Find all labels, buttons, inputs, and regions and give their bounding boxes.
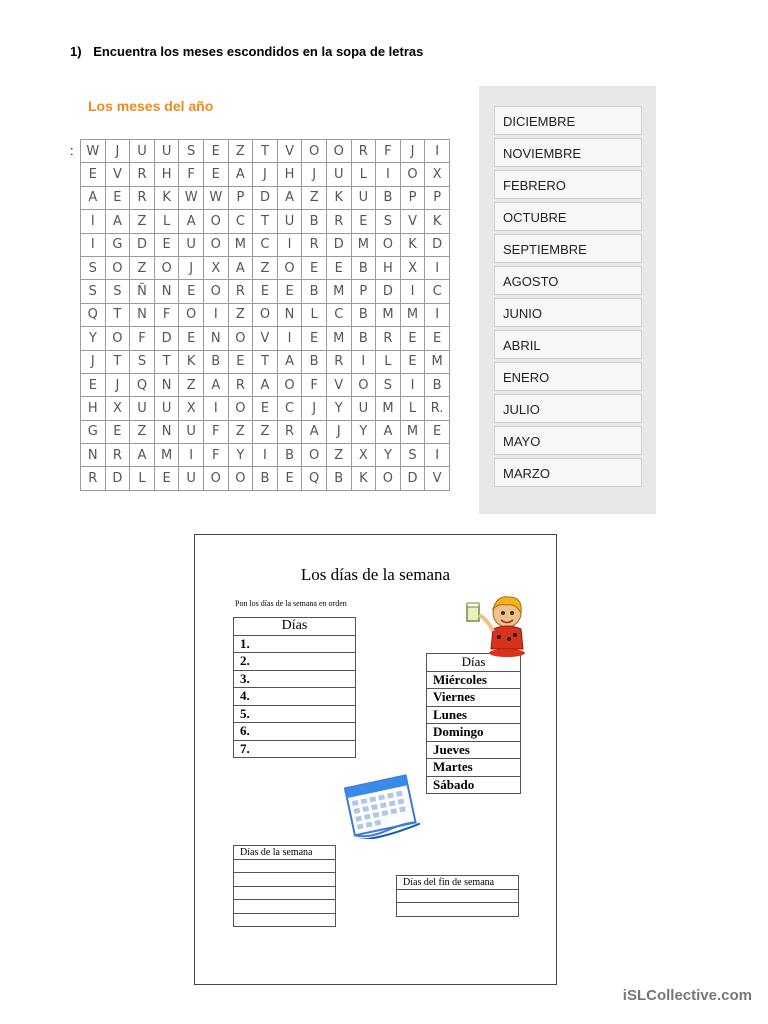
grid-letter: O: [228, 397, 253, 420]
order-row: 5.: [234, 705, 356, 723]
grid-letter: J: [400, 140, 425, 163]
word-item: MAYO: [494, 426, 642, 455]
grid-letter: D: [425, 233, 450, 256]
word-item: JUNIO: [494, 298, 642, 327]
days-sheet-instruction: Pon los días de la semana en orden: [235, 599, 347, 608]
grid-letter: Z: [130, 210, 155, 233]
grid-letter: E: [228, 350, 253, 373]
grid-letter: Q: [81, 303, 106, 326]
grid-letter: X: [203, 256, 228, 279]
grid-row: [81, 350, 450, 373]
grid-letter: R: [376, 327, 401, 350]
grid-letter: Z: [326, 444, 351, 467]
grid-letter: E: [351, 210, 376, 233]
instruction: [70, 44, 423, 59]
grid-letter: I: [277, 233, 302, 256]
grid-letter: Z: [228, 303, 253, 326]
grid-letter: O: [228, 327, 253, 350]
grid-letter: I: [203, 397, 228, 420]
grid-letter: F: [130, 327, 155, 350]
grid-letter: P: [228, 186, 253, 209]
grid-letter: E: [425, 327, 450, 350]
grid-letter: M: [425, 350, 450, 373]
grid-row: [81, 233, 450, 256]
grid-letter: K: [154, 186, 179, 209]
grid-letter: S: [376, 210, 401, 233]
grid-letter: O: [253, 303, 278, 326]
grid-letter: J: [105, 140, 130, 163]
grid-row: [81, 373, 450, 396]
grid-letter: F: [203, 420, 228, 443]
grid-letter: I: [425, 303, 450, 326]
grid-letter: N: [130, 303, 155, 326]
word-item: ENERO: [494, 362, 642, 391]
grid-letter: B: [376, 186, 401, 209]
grid-letter: X: [425, 163, 450, 186]
grid-letter: W: [81, 140, 106, 163]
grid-letter: R.: [425, 397, 450, 420]
grid-letter: T: [253, 140, 278, 163]
grid-letter: N: [154, 420, 179, 443]
grid-letter: E: [203, 140, 228, 163]
grid-letter: J: [326, 420, 351, 443]
grid-row: [81, 280, 450, 303]
grid-letter: R: [302, 233, 327, 256]
table-header: Días del fin de semana: [397, 876, 519, 890]
grid-letter: H: [81, 397, 106, 420]
wordsearch-colon: :: [70, 143, 74, 158]
grid-letter: K: [425, 210, 450, 233]
grid-letter: E: [154, 233, 179, 256]
grid-letter: Y: [376, 444, 401, 467]
grid-letter: L: [351, 163, 376, 186]
grid-letter: G: [105, 233, 130, 256]
grid-letter: D: [130, 233, 155, 256]
grid-letter: Ñ: [130, 280, 155, 303]
grid-letter: D: [376, 280, 401, 303]
grid-letter: N: [277, 303, 302, 326]
grid-letter: E: [302, 256, 327, 279]
grid-letter: M: [400, 303, 425, 326]
grid-letter: U: [351, 397, 376, 420]
grid-letter: E: [81, 163, 106, 186]
grid-letter: C: [253, 233, 278, 256]
grid-letter: O: [302, 444, 327, 467]
blank-row[interactable]: [234, 900, 336, 914]
word-item: NOVIEMBRE: [494, 138, 642, 167]
order-row: 1.: [234, 635, 356, 653]
grid-letter: A: [228, 256, 253, 279]
grid-row: [81, 210, 450, 233]
grid-letter: R: [105, 444, 130, 467]
grid-letter: W: [179, 186, 204, 209]
table-header: Días de la semana: [234, 846, 336, 860]
grid-letter: T: [154, 350, 179, 373]
grid-letter: Z: [302, 186, 327, 209]
grid-letter: M: [326, 327, 351, 350]
grid-letter: Z: [253, 420, 278, 443]
grid-letter: Y: [81, 327, 106, 350]
grid-letter: E: [425, 420, 450, 443]
grid-letter: O: [326, 140, 351, 163]
grid-letter: I: [277, 327, 302, 350]
day-row: Sábado: [427, 776, 521, 794]
grid-letter: D: [253, 186, 278, 209]
grid-letter: Z: [253, 256, 278, 279]
grid-letter: P: [351, 280, 376, 303]
grid-letter: M: [228, 233, 253, 256]
grid-letter: J: [253, 163, 278, 186]
day-row: Jueves: [427, 741, 521, 759]
grid-letter: S: [376, 373, 401, 396]
grid-letter: B: [425, 373, 450, 396]
word-item: OCTUBRE: [494, 202, 642, 231]
day-row: Martes: [427, 759, 521, 777]
grid-letter: O: [203, 467, 228, 490]
grid-row: [81, 163, 450, 186]
wordsearch-title: Los meses del año: [88, 98, 214, 114]
order-row: 6.: [234, 723, 356, 741]
grid-letter: A: [277, 186, 302, 209]
grid-letter: O: [228, 467, 253, 490]
grid-letter: O: [105, 256, 130, 279]
grid-letter: O: [302, 140, 327, 163]
grid-letter: A: [228, 163, 253, 186]
instruction-text: Encuentra los meses escondidos en la sopa de letras: [93, 44, 424, 59]
day-row: Miércoles: [427, 671, 521, 689]
grid-letter: J: [81, 350, 106, 373]
table-header: Días: [427, 654, 521, 672]
grid-letter: S: [81, 256, 106, 279]
grid-letter: X: [179, 397, 204, 420]
order-row: 7.: [234, 740, 356, 758]
grid-letter: A: [302, 420, 327, 443]
grid-letter: M: [351, 233, 376, 256]
grid-letter: T: [105, 350, 130, 373]
grid-letter: A: [105, 210, 130, 233]
grid-row: [81, 256, 450, 279]
grid-letter: A: [81, 186, 106, 209]
grid-letter: U: [179, 467, 204, 490]
grid-letter: G: [81, 420, 106, 443]
grid-letter: R: [130, 186, 155, 209]
grid-letter: S: [81, 280, 106, 303]
grid-letter: M: [376, 303, 401, 326]
grid-letter: N: [81, 444, 106, 467]
day-row: Lunes: [427, 706, 521, 724]
days-list-table: [426, 653, 521, 794]
grid-letter: D: [400, 467, 425, 490]
grid-letter: O: [154, 256, 179, 279]
grid-letter: O: [203, 233, 228, 256]
weekend-table: [396, 875, 519, 917]
grid-letter: R: [326, 350, 351, 373]
grid-letter: I: [351, 350, 376, 373]
grid-letter: O: [376, 233, 401, 256]
order-row: 4.: [234, 688, 356, 706]
grid-letter: T: [105, 303, 130, 326]
grid-letter: J: [302, 397, 327, 420]
grid-letter: K: [179, 350, 204, 373]
grid-letter: B: [326, 467, 351, 490]
grid-letter: Z: [130, 420, 155, 443]
grid-letter: R: [326, 210, 351, 233]
grid-letter: I: [425, 256, 450, 279]
grid-letter: E: [253, 397, 278, 420]
word-item: SEPTIEMBRE: [494, 234, 642, 263]
grid-letter: R: [228, 373, 253, 396]
grid-letter: A: [179, 210, 204, 233]
grid-letter: B: [302, 280, 327, 303]
boy-illustration: [463, 593, 533, 659]
brand-watermark: iSLCollective.com: [622, 987, 752, 1004]
grid-letter: R: [81, 467, 106, 490]
grid-letter: M: [376, 397, 401, 420]
grid-letter: E: [326, 256, 351, 279]
grid-letter: U: [130, 140, 155, 163]
blank-row[interactable]: [234, 873, 336, 887]
grid-letter: C: [277, 397, 302, 420]
grid-letter: R: [228, 280, 253, 303]
grid-letter: E: [277, 280, 302, 303]
grid-letter: C: [228, 210, 253, 233]
grid-letter: I: [400, 280, 425, 303]
grid-letter: I: [400, 373, 425, 396]
grid-row: [81, 444, 450, 467]
grid-letter: M: [326, 280, 351, 303]
word-item: JULIO: [494, 394, 642, 423]
grid-letter: V: [400, 210, 425, 233]
word-item: MARZO: [494, 458, 642, 487]
grid-letter: N: [154, 373, 179, 396]
grid-letter: D: [326, 233, 351, 256]
grid-letter: K: [326, 186, 351, 209]
day-row: Viernes: [427, 689, 521, 707]
grid-letter: A: [130, 444, 155, 467]
grid-letter: U: [351, 186, 376, 209]
days-worksheet: [194, 534, 557, 985]
grid-letter: F: [203, 444, 228, 467]
grid-letter: E: [400, 350, 425, 373]
grid-letter: V: [105, 163, 130, 186]
grid-letter: H: [376, 256, 401, 279]
grid-letter: I: [253, 444, 278, 467]
grid-letter: M: [154, 444, 179, 467]
grid-letter: A: [203, 373, 228, 396]
grid-letter: X: [105, 397, 130, 420]
order-row: 2.: [234, 653, 356, 671]
grid-letter: Q: [130, 373, 155, 396]
grid-letter: H: [277, 163, 302, 186]
grid-letter: S: [400, 444, 425, 467]
grid-letter: F: [154, 303, 179, 326]
grid-letter: P: [425, 186, 450, 209]
grid-letter: R: [277, 420, 302, 443]
grid-letter: A: [376, 420, 401, 443]
blank-row[interactable]: [234, 886, 336, 900]
grid-letter: U: [154, 140, 179, 163]
grid-letter: B: [302, 350, 327, 373]
grid-letter: L: [154, 210, 179, 233]
order-table: [233, 617, 356, 758]
grid-letter: N: [203, 327, 228, 350]
grid-letter: D: [105, 467, 130, 490]
grid-letter: V: [326, 373, 351, 396]
grid-letter: O: [277, 256, 302, 279]
grid-letter: S: [179, 140, 204, 163]
days-sheet-title: Los días de la semana: [300, 565, 451, 584]
grid-letter: B: [253, 467, 278, 490]
grid-letter: L: [130, 467, 155, 490]
grid-letter: Z: [228, 140, 253, 163]
grid-letter: O: [203, 280, 228, 303]
grid-letter: B: [351, 327, 376, 350]
grid-letter: M: [400, 420, 425, 443]
grid-letter: V: [425, 467, 450, 490]
grid-row: [81, 397, 450, 420]
grid-letter: U: [130, 397, 155, 420]
grid-letter: O: [376, 467, 401, 490]
grid-letter: E: [81, 373, 106, 396]
blank-row[interactable]: [397, 889, 519, 903]
grid-letter: T: [253, 210, 278, 233]
grid-letter: E: [105, 186, 130, 209]
grid-letter: Z: [228, 420, 253, 443]
grid-letter: W: [203, 186, 228, 209]
grid-letter: K: [351, 467, 376, 490]
grid-letter: L: [400, 397, 425, 420]
instruction-number: 1): [70, 44, 82, 59]
grid-letter: B: [351, 256, 376, 279]
grid-letter: S: [105, 280, 130, 303]
grid-row: [81, 467, 450, 490]
grid-letter: U: [179, 420, 204, 443]
grid-letter: U: [326, 163, 351, 186]
grid-letter: C: [326, 303, 351, 326]
grid-letter: Z: [130, 256, 155, 279]
grid-letter: V: [253, 327, 278, 350]
grid-row: [81, 186, 450, 209]
grid-letter: I: [425, 444, 450, 467]
grid-row: [81, 327, 450, 350]
grid-letter: O: [105, 327, 130, 350]
blank-row[interactable]: [234, 913, 336, 927]
grid-letter: F: [376, 140, 401, 163]
grid-letter: O: [400, 163, 425, 186]
grid-letter: L: [376, 350, 401, 373]
grid-letter: H: [154, 163, 179, 186]
grid-letter: Y: [326, 397, 351, 420]
grid-row: [81, 420, 450, 443]
word-item: ABRIL: [494, 330, 642, 359]
grid-letter: I: [425, 140, 450, 163]
word-item: FEBRERO: [494, 170, 642, 199]
grid-letter: E: [179, 280, 204, 303]
grid-letter: I: [81, 210, 106, 233]
grid-letter: O: [351, 373, 376, 396]
grid-letter: C: [425, 280, 450, 303]
word-item: AGOSTO: [494, 266, 642, 295]
grid-letter: E: [400, 327, 425, 350]
grid-letter: B: [351, 303, 376, 326]
grid-letter: P: [400, 186, 425, 209]
grid-letter: A: [277, 350, 302, 373]
grid-letter: E: [203, 163, 228, 186]
grid-letter: U: [277, 210, 302, 233]
blank-row[interactable]: [397, 903, 519, 917]
grid-letter: J: [179, 256, 204, 279]
grid-letter: F: [179, 163, 204, 186]
day-row: Domingo: [427, 724, 521, 742]
blank-row[interactable]: [234, 859, 336, 873]
grid-letter: I: [81, 233, 106, 256]
grid-letter: E: [179, 327, 204, 350]
grid-letter: Y: [228, 444, 253, 467]
wordsearch-grid: [80, 139, 450, 491]
grid-letter: B: [302, 210, 327, 233]
table-header: Días: [234, 618, 356, 636]
grid-letter: U: [179, 233, 204, 256]
grid-letter: O: [277, 373, 302, 396]
grid-row: [81, 303, 450, 326]
grid-letter: E: [302, 327, 327, 350]
grid-letter: Q: [302, 467, 327, 490]
word-list-panel: [479, 86, 656, 514]
calendar-illustration: [341, 769, 423, 839]
grid-letter: X: [351, 444, 376, 467]
grid-letter: E: [253, 280, 278, 303]
grid-letter: B: [277, 444, 302, 467]
grid-letter: I: [179, 444, 204, 467]
grid-letter: L: [302, 303, 327, 326]
grid-letter: Z: [179, 373, 204, 396]
grid-letter: E: [154, 467, 179, 490]
grid-letter: Y: [351, 420, 376, 443]
grid-letter: J: [302, 163, 327, 186]
grid-letter: U: [154, 397, 179, 420]
grid-letter: O: [179, 303, 204, 326]
grid-letter: K: [400, 233, 425, 256]
grid-letter: V: [277, 140, 302, 163]
grid-letter: O: [203, 210, 228, 233]
grid-letter: R: [130, 163, 155, 186]
weekdays-table: [233, 845, 336, 927]
grid-letter: A: [253, 373, 278, 396]
grid-row: [81, 140, 450, 163]
word-item: DICIEMBRE: [494, 106, 642, 135]
grid-letter: B: [203, 350, 228, 373]
grid-letter: E: [277, 467, 302, 490]
grid-letter: X: [400, 256, 425, 279]
grid-letter: T: [253, 350, 278, 373]
grid-letter: I: [376, 163, 401, 186]
grid-letter: N: [154, 280, 179, 303]
order-row: 3.: [234, 670, 356, 688]
grid-letter: I: [203, 303, 228, 326]
grid-letter: D: [154, 327, 179, 350]
grid-letter: J: [105, 373, 130, 396]
grid-letter: S: [130, 350, 155, 373]
grid-letter: E: [105, 420, 130, 443]
grid-letter: F: [302, 373, 327, 396]
grid-letter: R: [351, 140, 376, 163]
